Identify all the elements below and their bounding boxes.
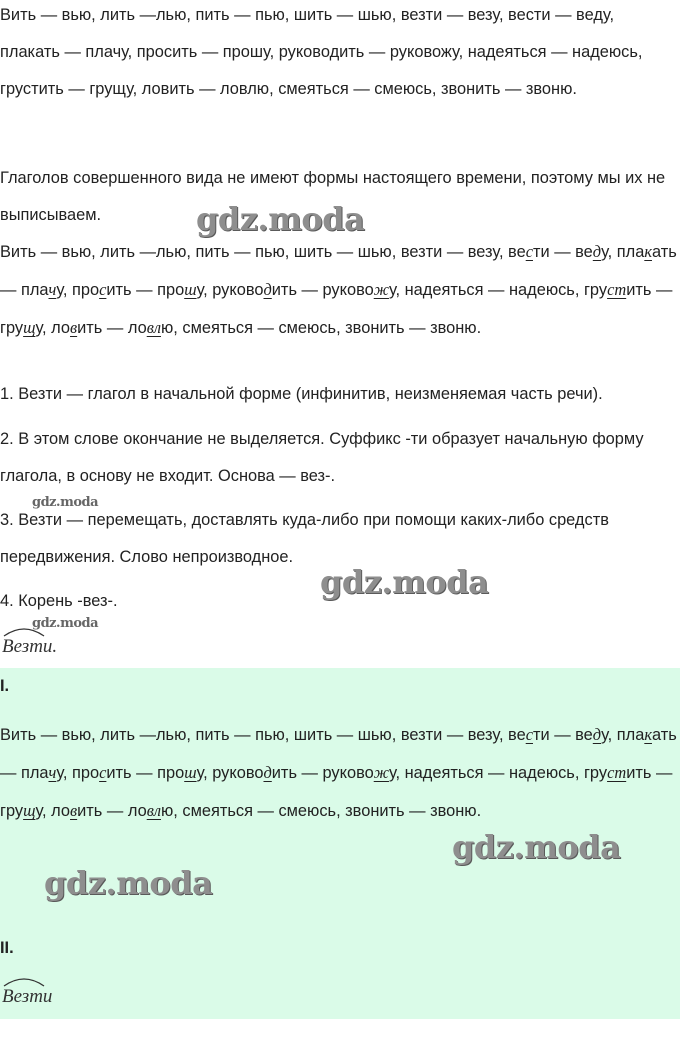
paragraph-verb-pairs-answer [0, 716, 680, 830]
text-segment: ить — про [106, 281, 185, 299]
word-morpheme-scheme [2, 636, 57, 658]
marked-letter: щ [23, 801, 36, 820]
watermark: gdz.moda [32, 495, 99, 510]
text-segment: у, руково [196, 764, 264, 782]
text-segment: у, ло [35, 319, 71, 337]
text-segment: ю, смеяться — смеюсь, звонить — звоню. [160, 802, 482, 820]
analysis-item-2: 2. В этом слове окончание не выделяется. Суффикс -ти образует начальную форму глагола, в основу не входит. Основа — вез-. [0, 430, 644, 485]
text-segment: ать — пла [0, 726, 677, 782]
marked-letter: в [70, 801, 78, 820]
watermark: gdz.moda [320, 563, 489, 601]
marked-letter: ст [607, 280, 627, 299]
text-segment: у, про [56, 764, 100, 782]
text-segment: ить — руково [271, 281, 374, 299]
text-segment: ить — ло [77, 319, 147, 337]
marked-letter: с [99, 280, 107, 299]
watermark: gdz.moda [32, 616, 99, 631]
text-segment: ать — пла [0, 243, 677, 299]
analysis-item-4: 4. Корень -вез-. [0, 592, 118, 610]
marked-letter: к [644, 725, 652, 744]
heading-part-1: I. [0, 677, 10, 695]
marked-letter: ж [373, 763, 389, 782]
analysis-item-3: 3. Везти — перемещать, доставлять куда-либо при помощи каких-либо средств передвижения. Слово непроизводное. [0, 511, 609, 566]
text-segment: ить — руково [271, 764, 374, 782]
paragraph-verb-pairs: Вить — вью, лить —лью, пить — пью, шить — шью, везти — везу, вести — веду, плакать — плачу, просить — прошу, руководить — руковожу, надеяться — надеюсь, грустить — грущу, ловить — ловлю, смеяться — смеюсь, звонить — звоню. [0, 6, 643, 98]
marked-letter: с [99, 763, 107, 782]
text-segment: у, пла [601, 726, 645, 744]
paragraph-verb-pairs-marked [0, 233, 680, 347]
marked-letter: ш [184, 763, 197, 782]
text-segment: у, надеяться — надеюсь, гру [388, 281, 608, 299]
watermark: gdz.moda [196, 200, 365, 238]
word-scheme-text: Везти. [2, 636, 58, 657]
text-segment: у, ло [35, 802, 71, 820]
text-segment: ить — про [106, 764, 185, 782]
text-segment: ю, смеяться — смеюсь, звонить — звоню. [160, 319, 482, 337]
marked-letter: ст [607, 763, 627, 782]
marked-letter: щ [23, 318, 36, 337]
text-segment: Вить — вью, лить —лью, пить — пью, шить — шью, везти — везу, ве [0, 726, 526, 744]
marked-letter: вл [146, 318, 161, 337]
text-segment: у, руково [196, 281, 264, 299]
marked-letter: в [70, 318, 78, 337]
text-segment: ти — ве [532, 243, 593, 261]
watermark: gdz.moda [44, 864, 213, 902]
marked-letter: ч [48, 280, 57, 299]
marked-letter: ж [373, 280, 389, 299]
marked-letter: д [592, 242, 602, 261]
marked-letter: д [263, 763, 272, 782]
root-arc-icon [2, 974, 46, 988]
text-segment: ти — ве [532, 726, 593, 744]
marked-letter: к [644, 242, 652, 261]
text-segment: у, надеяться — надеюсь, гру [388, 764, 608, 782]
marked-letter: ч [48, 763, 57, 782]
text-segment: ить — ло [77, 802, 147, 820]
text-segment: у, пла [601, 243, 645, 261]
marked-letter: с [525, 242, 533, 261]
marked-letter: с [525, 725, 533, 744]
paragraph-note: Глаголов совершенного вида не имеют формы настоящего времени, поэтому мы их не выписываем. [0, 169, 666, 224]
marked-letter: вл [146, 801, 161, 820]
text-segment: ить — гру [0, 281, 673, 337]
text-segment: у, про [56, 281, 100, 299]
analysis-item-1: 1. Везти — глагол в начальной форме (инфинитив, неизменяемая часть речи). [0, 385, 603, 403]
watermark: gdz.moda [452, 828, 621, 866]
word-morpheme-scheme-2 [2, 986, 52, 1008]
text-segment: Вить — вью, лить —лью, пить — пью, шить — шью, везти — везу, ве [0, 243, 526, 261]
marked-letter: д [592, 725, 602, 744]
marked-letter: д [263, 280, 272, 299]
word-scheme-text-2: Везти [2, 986, 53, 1007]
heading-part-2: II. [0, 939, 14, 957]
marked-letter: ш [184, 280, 197, 299]
text-segment: ить — гру [0, 764, 673, 820]
